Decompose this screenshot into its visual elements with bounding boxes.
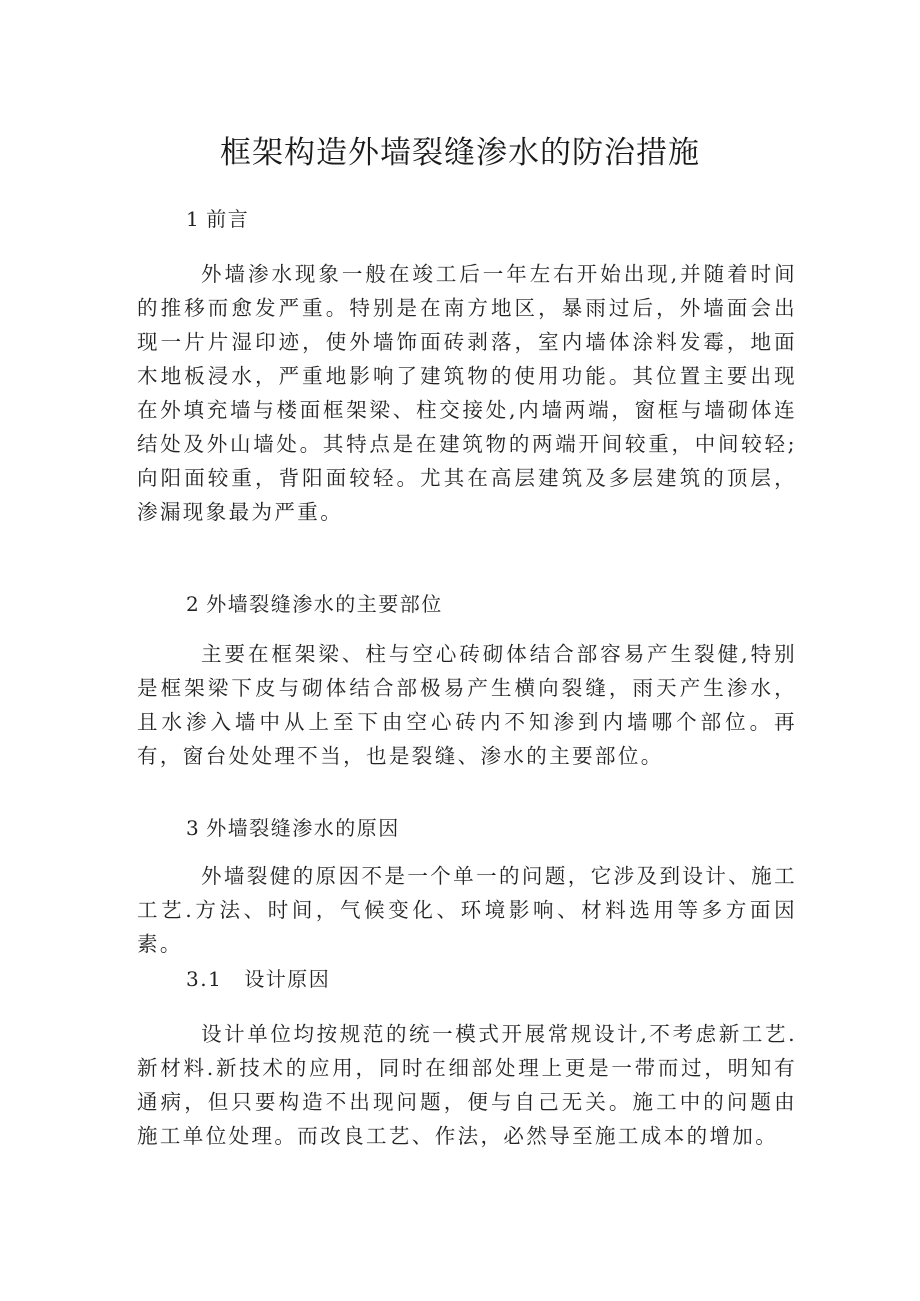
paragraph-design-causes: 设计单位均按规范的统一模式开展常规设计,不考虑新工艺.新材料.新技术的应用，同时在细部处理上更是一带而过，明知有通病，但只要构造不出现问题，便与自己无关。施工中的问题由施工单位处理。而改良工艺、作法，必然导至施工成本的增加。	[137, 1022, 797, 1148]
section-heading-1	[186, 202, 249, 236]
section-heading-text: 外墙裂缝渗水的原因	[206, 816, 400, 840]
section-number: 2	[186, 592, 201, 616]
section-heading-text: 设计原因	[244, 967, 331, 991]
section-number: 3	[186, 816, 201, 840]
section-number: 1	[186, 207, 201, 231]
section-number: 3.1	[186, 967, 223, 991]
paragraph-causes: 外墙裂健的原因不是一个单一的问题，它涉及到设计、施工工艺.方法、时间，气候变化、环境影响、材料选用等多方面因素。	[137, 864, 797, 956]
section-heading-2	[186, 587, 443, 621]
paragraph-main-locations: 主要在框架梁、柱与空心砖砌体结合部容易产生裂健,特别是框架梁下皮与砌体结合部极易产生横向裂缝，雨天产生渗水，且水渗入墙中从上至下由空心砖内不知渗到内墙哪个部位。再有，窗台处处理不当，也是裂缝、渗水的主要部位。	[137, 642, 797, 768]
document-title: 框架构造外墙裂缝渗水的防治措施	[220, 135, 700, 171]
section-heading-3	[186, 811, 400, 845]
section-heading-3-1	[186, 962, 330, 996]
section-heading-text: 外墙裂缝渗水的主要部位	[206, 592, 443, 616]
section-heading-text: 前言	[206, 207, 250, 231]
paragraph-intro: 外墙渗水现象一般在竣工后一年左右开始出现,并随着时间的推移而愈发严重。特别是在南方地区，暴雨过后，外墙面会出现一片片湿印迹，使外墙饰面砖剥落，室内墙体涂料发霉，地面木地板浸水，严重地影响了建筑物的使用功能。其位置主要出现在外填充墙与楼面框架梁、柱交接处,内墙两端，窗框与墙砌体连结处及外山墙处。其特点是在建筑物的两端开间较重，中间较轻;向阳面较重，背阳面较轻。尤其在高层建筑及多层建筑的顶层，渗漏现象最为严重。	[137, 262, 797, 524]
